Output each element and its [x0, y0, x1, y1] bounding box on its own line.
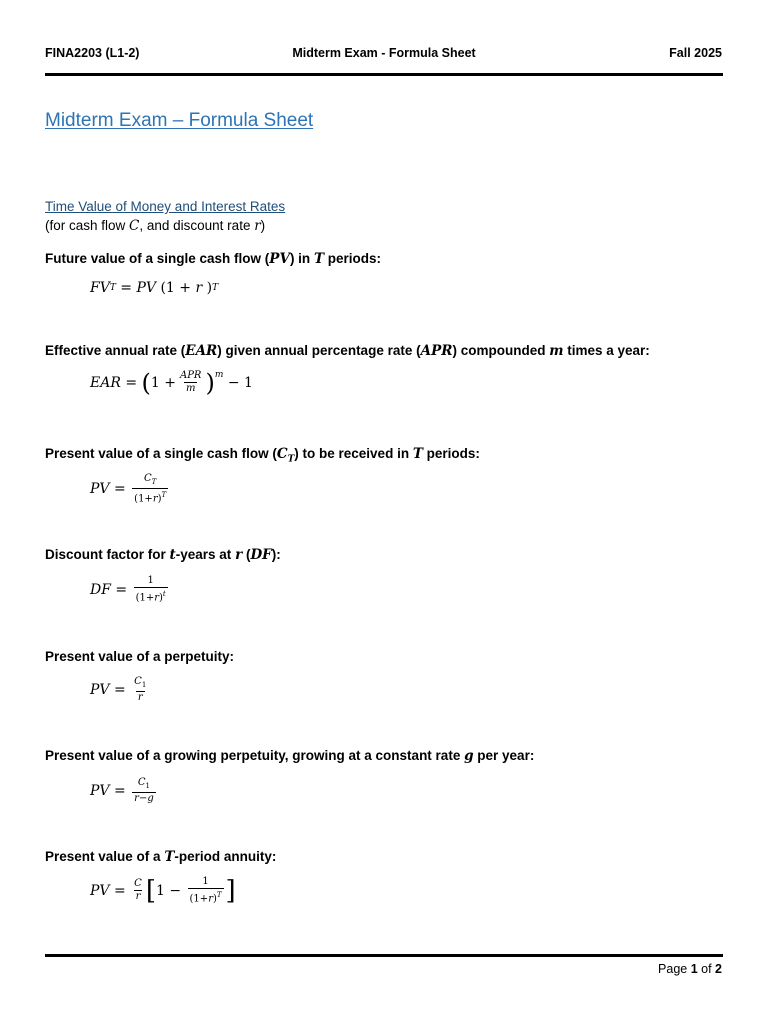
section-subtitle: (for cash flow C, and discount rate r) — [45, 218, 266, 234]
formula-growing-perpetuity: PV = $\frac{C_1}{r-g}$ — [90, 777, 154, 804]
formula-discount-factor: DF = $\frac{1}{(1+r)^t}$ — [90, 575, 166, 604]
label-future-value: Future value of a single cash flow (PV) in T periods: — [45, 251, 381, 267]
label-perpetuity: Present value of a perpetuity: — [45, 649, 235, 664]
header-term: Fall 2025 — [669, 46, 722, 60]
formula-annuity: PV = $\frac{C}{r}$ [ 1 − $\frac{1}{(1+r)^T}$ ] — [90, 875, 236, 906]
formula-future-value: FV T = PV (1 + r ) T — [90, 280, 219, 296]
page-number: Page 1 of 2 — [658, 962, 722, 976]
label-discount-factor: Discount factor for t-years at r (DF): — [45, 547, 281, 563]
header-doc-title: Midterm Exam - Formula Sheet — [292, 46, 476, 60]
page-title: Midterm Exam – Formula Sheet — [45, 110, 314, 131]
header-rule — [45, 73, 723, 76]
label-growing-perpetuity: Present value of a growing perpetuity, growing at a constant rate g per year: — [45, 748, 535, 764]
label-annuity: Present value of a T-period annuity: — [45, 849, 277, 865]
label-ear: Effective annual rate (EAR) given annual percentage rate (APR) compounded m times a year: — [45, 343, 650, 359]
footer-rule — [45, 954, 723, 957]
formula-pv-single: PV = $\frac{C_T}{(1+r)^T}$ — [90, 473, 167, 505]
formula-perpetuity: PV = $\frac{C_1}{r}$ — [90, 676, 147, 703]
header-course: FINA2203 (L1-2) — [45, 46, 140, 60]
formula-ear: EAR = ( 1 + $\frac{\text{APR}}{m}$ ) $^m$ − 1 — [90, 368, 253, 397]
section-title: Time Value of Money and Interest Rates — [45, 199, 286, 214]
label-pv-single: Present value of a single cash flow $(C_T)$ to be received in T periods: — [45, 446, 480, 465]
